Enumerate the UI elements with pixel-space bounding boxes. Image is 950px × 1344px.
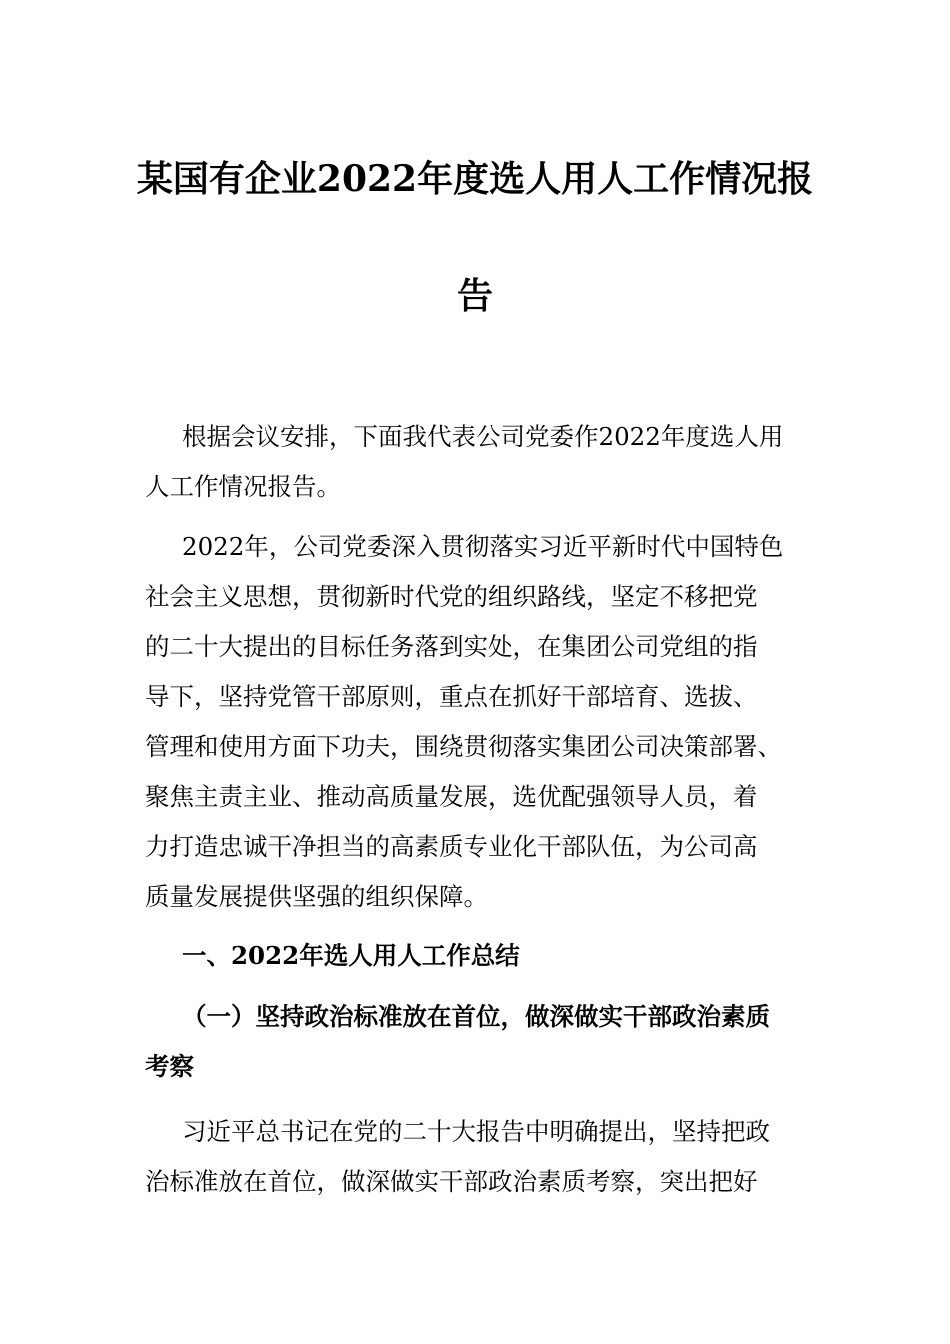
heading-line: 一、2022年选人用人工作总结 (182, 941, 520, 970)
paragraph-political-standard (145, 1107, 805, 1207)
paragraph-line: 管理和使用方面下功夫，围绕贯彻落实集团公司决策部署、 (145, 732, 782, 761)
subsection-heading-1 (145, 992, 805, 1092)
paragraph-line: 力打造忠诚干净担当的高素质专业化干部队伍，为公司高 (145, 832, 758, 861)
paragraph-line: 2022年，公司党委深入贯彻落实习近平新时代中国特色 (182, 532, 784, 561)
paragraph-line: 人工作情况报告。 (145, 472, 341, 501)
paragraph-line: 根据会议安排，下面我代表公司党委作2022年度选人用 (182, 422, 784, 451)
paragraph-line: 的二十大提出的目标任务落到实处，在集团公司党组的指 (145, 632, 758, 661)
heading-line: 考察 (145, 1052, 194, 1081)
heading-line: （一）坚持政治标准放在首位，做深做实干部政治素质 (182, 1002, 770, 1031)
paragraph-line: 习近平总书记在党的二十大报告中明确提出，坚持把政 (182, 1117, 770, 1146)
document-title-line-2: 告 (456, 275, 493, 317)
paragraph-overview (145, 522, 805, 922)
paragraph-line: 社会主义思想，贯彻新时代党的组织路线，坚定不移把党 (145, 582, 758, 611)
paragraph-line: 聚焦主责主业、推动高质量发展，选优配强领导人员，着 (145, 782, 758, 811)
paragraph-line: 治标准放在首位，做深做实干部政治素质考察，突出把好 (145, 1167, 758, 1196)
document-title-line-1: 某国有企业2022年度选人用人工作情况报 (136, 158, 814, 200)
section-heading-1 (145, 931, 805, 981)
paragraph-line: 导下，坚持党管干部原则，重点在抓好干部培育、选拔、 (145, 682, 758, 711)
paragraph-line: 质量发展提供坚强的组织保障。 (145, 882, 488, 911)
paragraph-intro (145, 412, 805, 512)
